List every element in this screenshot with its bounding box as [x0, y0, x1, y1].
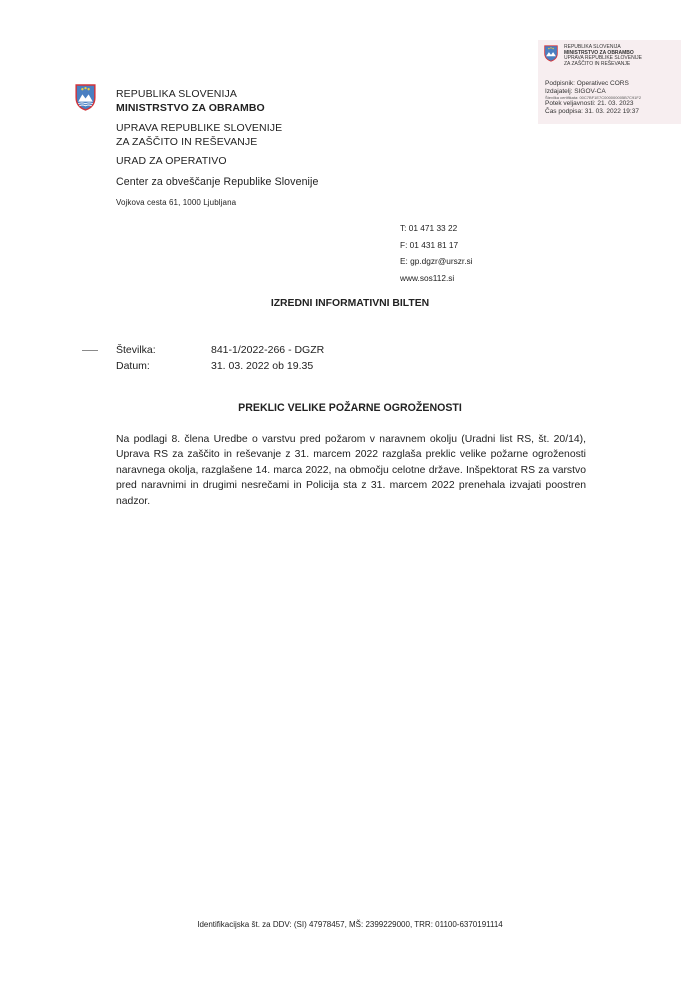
coat-of-arms-icon — [75, 84, 96, 111]
fold-mark — [82, 350, 98, 351]
stamp-header-line: REPUBLIKA SLOVENIJA — [564, 44, 621, 50]
number-label: Številka: — [116, 344, 156, 356]
letterhead-administration-2: ZA ZAŠČITO IN REŠEVANJE — [116, 136, 258, 148]
number-value: 841-1/2022-266 - DGZR — [211, 344, 325, 356]
contact-fax: F: 01 431 81 17 — [400, 239, 459, 250]
stamp-header — [564, 45, 642, 67]
stamp-issuer: Izdajatelj: SIGOV-CA — [545, 87, 606, 95]
footer-identification: Identifikacijska št. za DDV: (SI) 47978457, MŠ: 2399229000, TRR: 01100-6370191114 — [197, 920, 503, 929]
letterhead-ministry: MINISTRSTVO ZA OBRAMBO — [116, 102, 265, 114]
stamp-valid-until: Potek veljavnosti: 21. 03. 2023 — [545, 100, 634, 108]
letterhead-office: URAD ZA OPERATIVO — [116, 155, 227, 167]
letterhead-address: Vojkova cesta 61, 1000 Ljubljana — [116, 198, 237, 207]
stamp-certificate: Številka certifikata: 00C7BF1E7C000000005B7C91F2 — [545, 95, 642, 101]
date-value: 31. 03. 2022 ob 19.35 — [211, 360, 314, 372]
document-subject: PREKLIC VELIKE POŽARNE OGROŽENOSTI — [238, 402, 462, 414]
digital-signature-stamp — [538, 40, 681, 124]
letterhead-republic: REPUBLIKA SLOVENIJA — [116, 88, 237, 100]
contact-email[interactable]: E: gp.dgzr@urszr.si — [400, 256, 473, 266]
stamp-header-line: MINISTRSTVO ZA OBRAMBO — [564, 49, 634, 56]
document-title: IZREDNI INFORMATIVNI BILTEN — [270, 298, 430, 309]
letterhead-center: Center za obveščanje Republike Slovenije — [116, 176, 319, 188]
contact-block — [400, 220, 473, 286]
date-label: Datum: — [116, 360, 150, 372]
contact-phone: T: 01 471 33 22 — [400, 223, 458, 233]
letterhead-administration: UPRAVA REPUBLIKE SLOVENIJE — [116, 122, 283, 134]
contact-web[interactable]: www.sos112.si — [400, 272, 455, 283]
coat-of-arms-icon — [544, 45, 558, 62]
body-paragraph: Na podlagi 8. člena Uredbe o varstvu pred požarom v naravnem okolju (Uradni list RS, št. 20/14), Uprava RS za zaščito in reševanje z 31. marcem 2022 razglaša preklic velike požarne ogroženosti naravnega okolja, razglašene 14. marca 2022, na območju celotne države. Inšpektorat RS za varstvo pred naravnimi in drugimi nesrečami in Policija sta z 31. marcem 2022 prenehala izvajati poostren nadzor. — [116, 434, 586, 507]
stamp-signer: Podpisnik: Operativec CORS — [545, 80, 629, 87]
stamp-details — [545, 80, 641, 115]
stamp-signed-at: Čas podpisa: 31. 03. 2022 19:37 — [545, 107, 639, 115]
stamp-header-line: ZA ZAŠČITO IN REŠEVANJE — [564, 60, 631, 67]
stamp-header-line: UPRAVA REPUBLIKE SLOVENIJE — [564, 55, 642, 62]
